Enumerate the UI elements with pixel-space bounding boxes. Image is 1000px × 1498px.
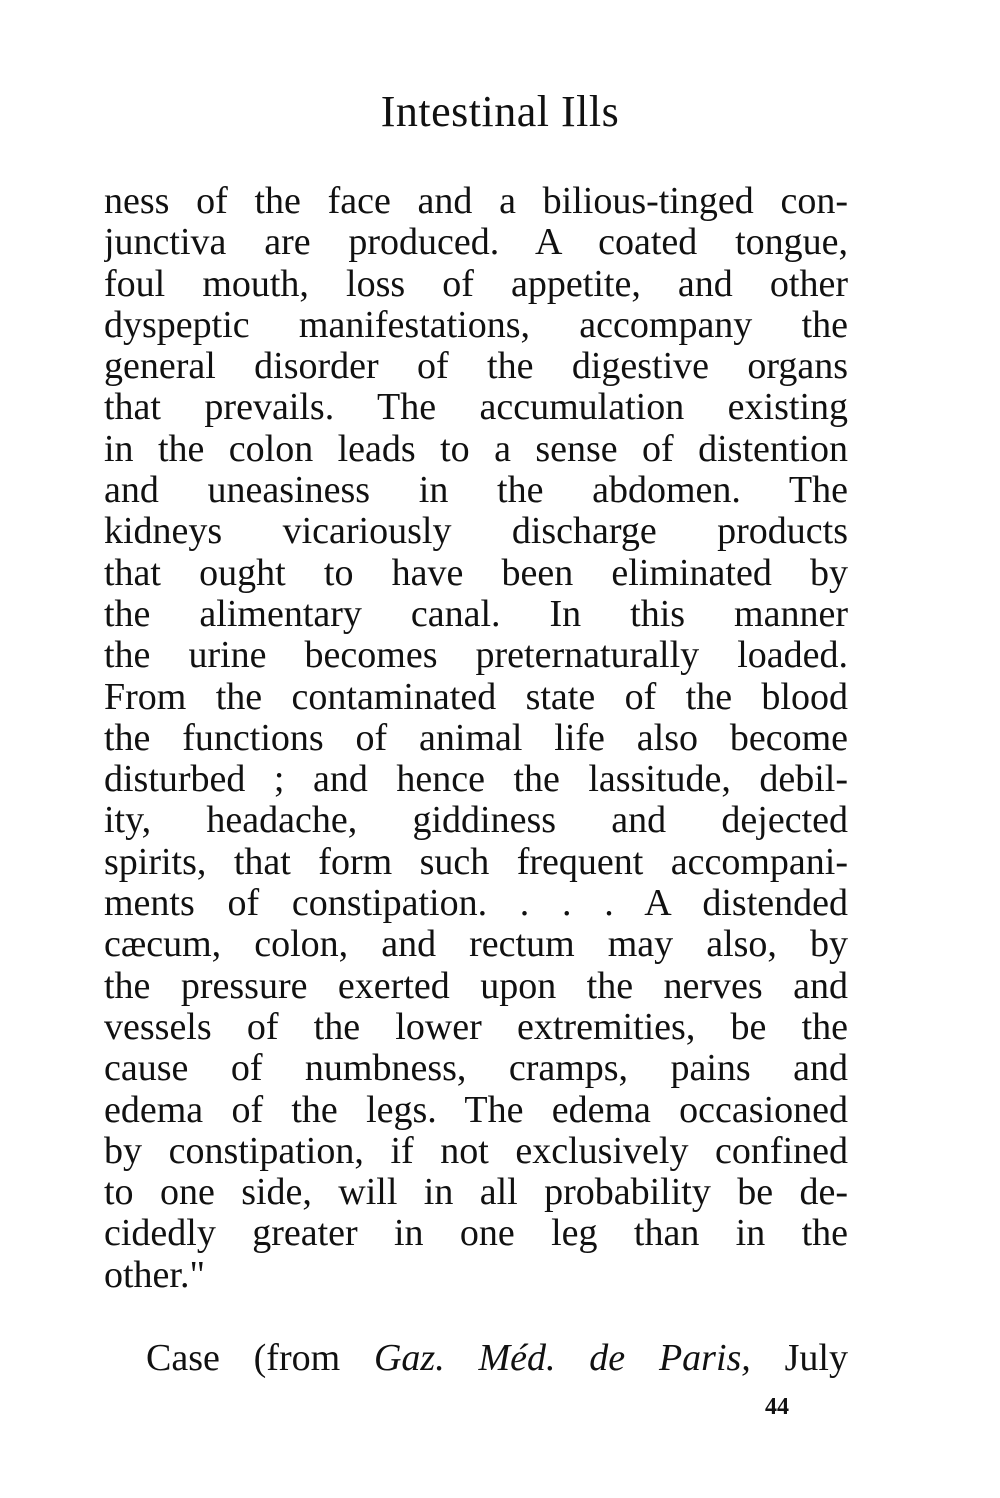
journal-title-word: Méd. (478, 1337, 556, 1379)
case-word: Case (146, 1337, 220, 1379)
text-line: edema of the legs. The edema occasioned (104, 1089, 848, 1131)
text-line: cidedly greater in one leg than in the (104, 1213, 848, 1255)
text-line: kidneys vicariously discharge products (104, 511, 848, 553)
text-line: disturbed ; and hence the lassitude, debil- (104, 759, 848, 801)
journal-title-word: Gaz. (373, 1337, 445, 1379)
text-line: that ought to have been eliminated by (104, 552, 848, 594)
text-line: general disorder of the digestive organs (104, 346, 848, 388)
text-line: ity, headache, giddiness and dejected (104, 800, 848, 842)
case-word: July (784, 1337, 848, 1379)
text-line: cæcum, colon, and rectum may also, by (104, 924, 848, 966)
text-line: spirits, that form such frequent accompani- (104, 841, 848, 883)
text-line: the urine becomes preternaturally loaded. (104, 635, 848, 677)
body-text (104, 181, 848, 1296)
text-line: ness of the face and a bilious-tinged con- (104, 181, 848, 222)
page-number: 44 (765, 1394, 789, 1420)
text-line: the functions of animal life also become (104, 717, 848, 759)
text-line: vessels of the lower extremities, be the (104, 1006, 848, 1048)
text-line: by constipation, if not exclusively confined (104, 1130, 848, 1172)
text-line: foul mouth, loss of appetite, and other (104, 263, 848, 305)
case-citation-line (146, 1336, 848, 1380)
text-line: that prevails. The accumulation existing (104, 387, 848, 429)
journal-title-word: Paris, (658, 1337, 751, 1379)
running-head: Intestinal Ills (380, 87, 620, 136)
text-line: other." (104, 1254, 205, 1296)
text-line: cause of numbness, cramps, pains and (104, 1048, 848, 1090)
text-line: to one side, will in all probability be de- (104, 1172, 848, 1214)
text-line: the alimentary canal. In this manner (104, 593, 848, 635)
text-line: dyspeptic manifestations, accompany the (104, 304, 848, 346)
text-line: and uneasiness in the abdomen. The (104, 470, 848, 512)
text-line: in the colon leads to a sense of distention (104, 428, 848, 470)
text-line: the pressure exerted upon the nerves and (104, 965, 848, 1007)
case-word: (from (253, 1337, 341, 1379)
text-line: junctiva are produced. A coated tongue, (104, 222, 848, 264)
text-line: From the contaminated state of the blood (104, 676, 848, 718)
text-line: ments of constipation. . . . A distended (104, 883, 848, 925)
journal-title-word: de (589, 1337, 626, 1379)
